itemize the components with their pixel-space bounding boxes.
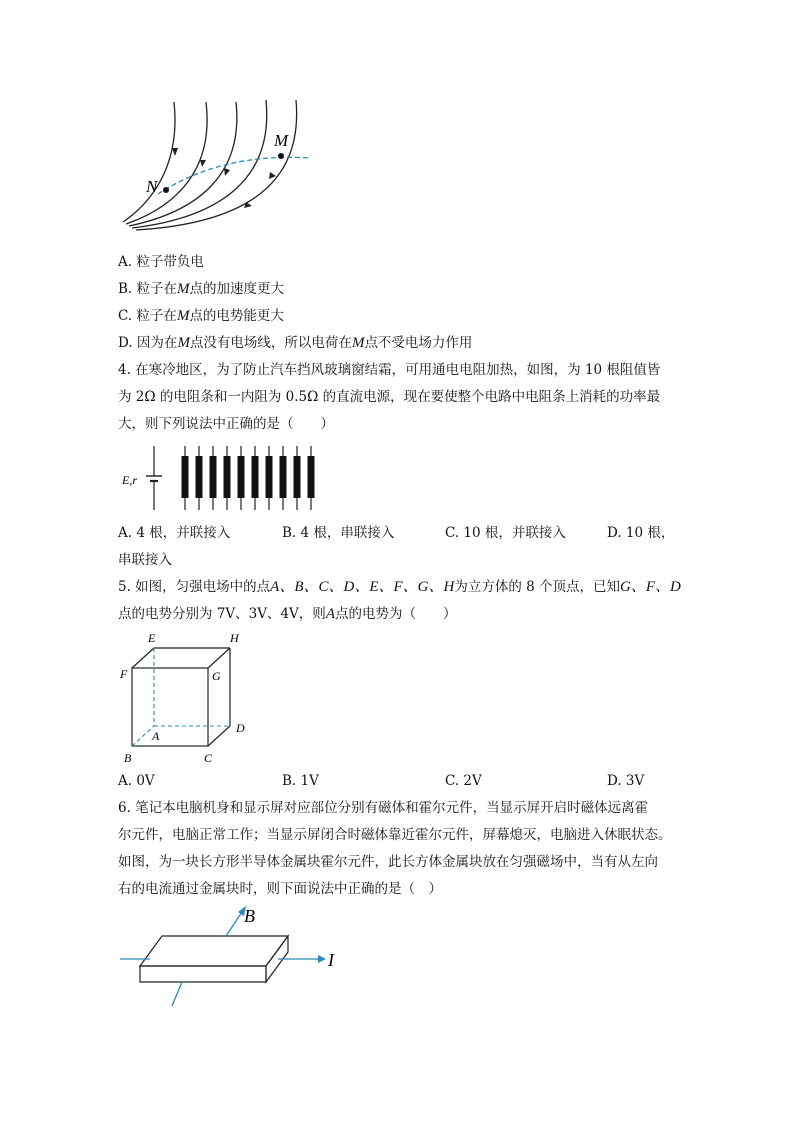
field-line	[129, 102, 237, 226]
resistor-strip	[308, 456, 315, 498]
q5-stem-line2: 点的电势分别为 7V、3V、4V，则A点的电势为（ ）	[118, 606, 457, 622]
vertex-a: A	[152, 729, 160, 743]
q5-option-b: B. 1V	[282, 773, 319, 789]
q4-stem-line1: 4. 在寒冷地区，为了防止汽车挡风玻璃窗结霜，可用通电电阻加热，如图，为 10 根阻值皆	[118, 362, 661, 378]
trajectory	[158, 157, 310, 194]
arrow-head	[224, 168, 230, 176]
resistor-strip	[294, 456, 301, 498]
point-n	[163, 187, 169, 193]
q3-option-c: C. 粒子在M点的电势能更大	[118, 308, 284, 324]
q3-option-d: D. 因为在M点没有电场线，所以电荷在M点不受电场力作用	[118, 335, 473, 351]
vertex-f: F	[120, 667, 128, 681]
q4-option-b: B. 4 根，串联接入	[282, 525, 395, 541]
q3-option-a: A. 粒子带负电	[118, 254, 204, 270]
arrow-head	[200, 160, 206, 167]
resistor-strip	[224, 456, 231, 498]
label-m: M	[274, 131, 289, 150]
q4-option-a: A. 4 根，并联接入	[118, 525, 231, 541]
q4-stem-line2: 为 2Ω 的电阻条和一内阻为 0.5Ω 的直流电源，现在要使整个电路中电阻条上消耗的功率最	[118, 389, 661, 405]
resistor-circuit-figure	[118, 446, 338, 512]
label-i: I	[328, 950, 334, 970]
vertex-c: C	[204, 751, 213, 765]
resistor-strip	[252, 456, 259, 498]
arrow-head	[244, 202, 252, 208]
q6-stem-line4: 右的电流通过金属块时，则下面说法中正确的是（ ）	[118, 881, 442, 897]
label-n: N	[146, 177, 158, 196]
field-line	[126, 102, 207, 224]
battery-label: E,r	[122, 473, 137, 487]
hall-element-figure	[118, 902, 348, 1012]
vertex-e: E	[148, 631, 156, 645]
resistor-strip	[182, 456, 189, 498]
q4-option-d: D. 10 根，	[607, 525, 675, 541]
q5-option-a: A. 0V	[118, 773, 155, 789]
field-line	[132, 100, 267, 228]
cube-figure	[118, 630, 258, 766]
q5-stem-line1: 5. 如图，匀强电场中的点A、B、C、D、E、F、G、H为立方体的 8 个顶点，已知G、F、D	[118, 579, 681, 595]
q4-option-d-cont: 串联接入	[118, 552, 172, 568]
resistor-strip	[196, 456, 203, 498]
resistor-strip	[266, 456, 273, 498]
point-m	[278, 153, 284, 159]
resistor-strip	[210, 456, 217, 498]
q6-stem-line1: 6. 笔记本电脑机身和显示屏对应部位分别有磁体和霍尔元件，当显示屏开启时磁体远离霍	[118, 800, 649, 816]
label-b: B	[244, 906, 255, 926]
vertex-h: H	[230, 631, 239, 645]
field-lines-figure	[118, 98, 318, 230]
q5-option-c: C. 2V	[445, 773, 482, 789]
resistor-strip	[280, 456, 287, 498]
vertex-g: G	[212, 669, 221, 683]
q6-stem-line3: 如图，为一块长方形半导体金属块霍尔元件，此长方体金属块放在匀强磁场中，当有从左向	[118, 854, 658, 870]
q4-option-c: C. 10 根，并联接入	[445, 525, 566, 541]
field-line	[136, 100, 297, 230]
vertex-b: B	[124, 751, 132, 765]
q5-option-d: D. 3V	[607, 773, 645, 789]
q3-option-b: B. 粒子在M点的加速度更大	[118, 281, 285, 297]
q6-stem-line2: 尔元件，电脑正常工作；当显示屏闭合时磁体靠近霍尔元件，屏幕熄灭，电脑进入休眠状态。	[118, 827, 672, 843]
field-line	[123, 102, 175, 222]
arrow-head	[172, 148, 178, 156]
vertex-d: D	[236, 721, 245, 735]
q4-stem-line3: 大，则下列说法中正确的是（ ）	[118, 416, 334, 432]
resistor-strip	[238, 456, 245, 498]
arrow-head	[269, 172, 276, 179]
